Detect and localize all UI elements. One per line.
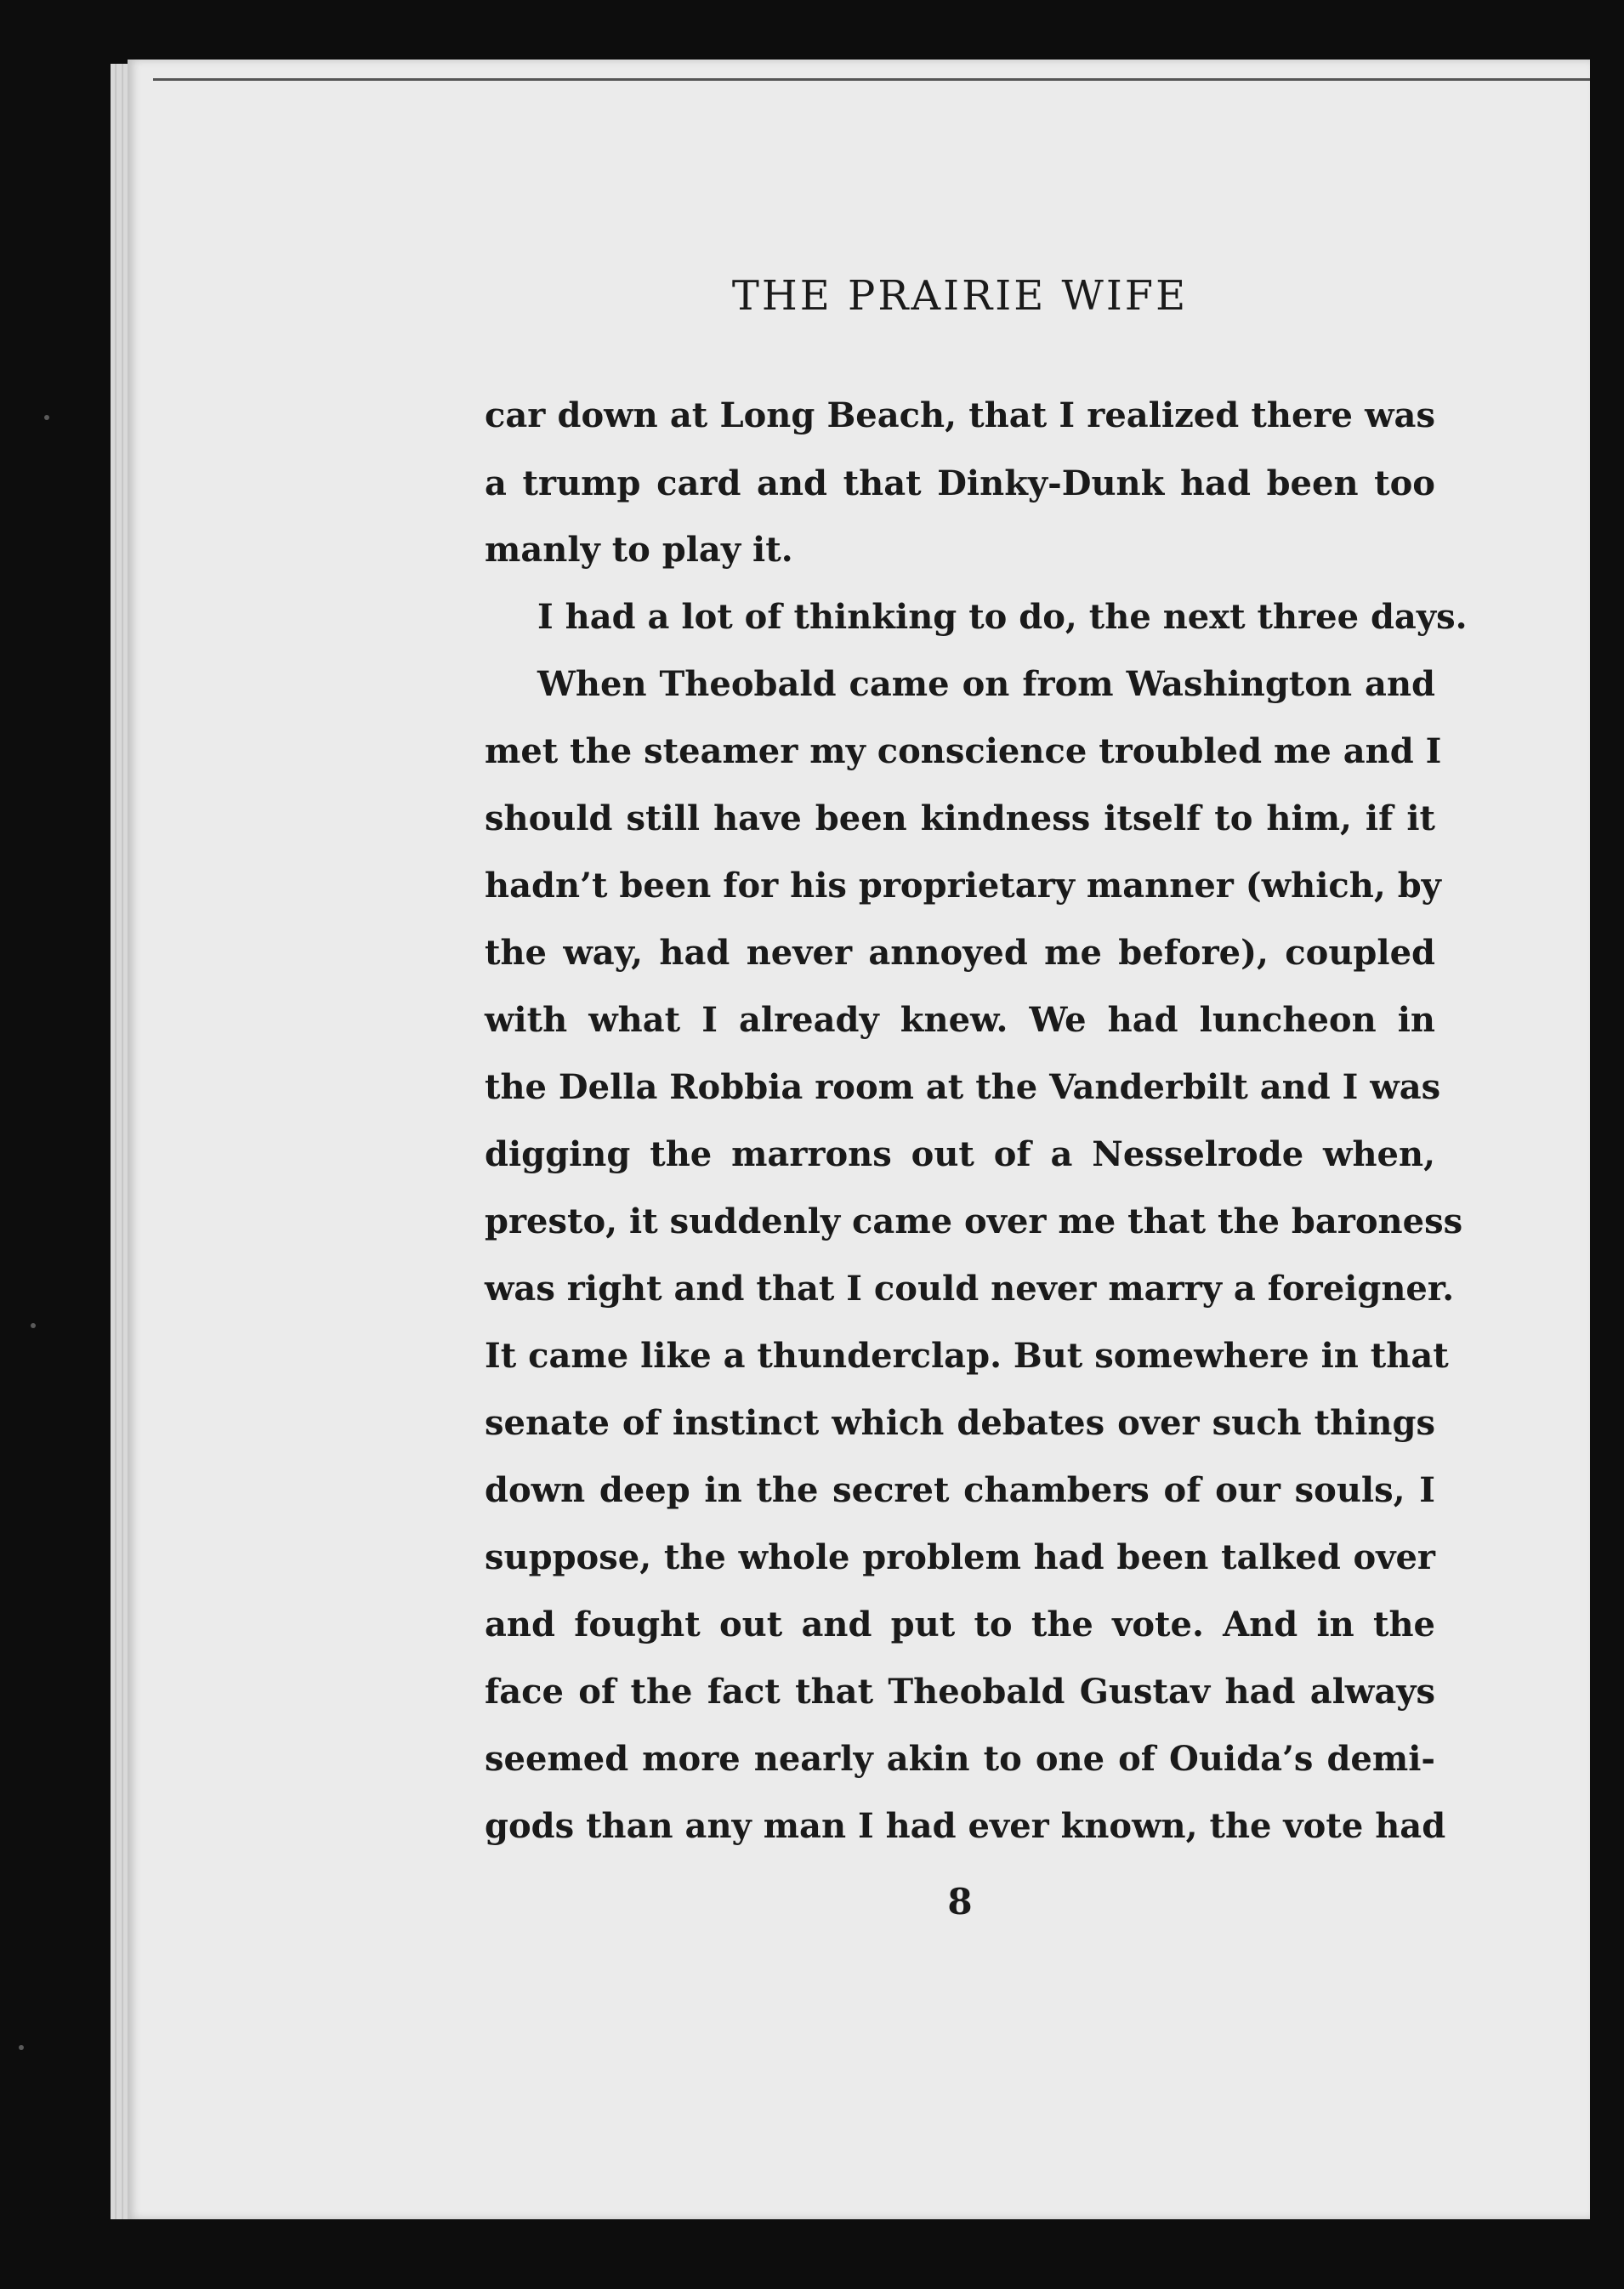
text-line: a trump card and that Dinky-Dunk had been too: [485, 463, 1435, 503]
text-line: and fought out and put to the vote. And in the: [485, 1605, 1435, 1644]
text-line: met the steamer my conscience troubled me and I: [485, 731, 1442, 771]
page-number: 8: [947, 1881, 973, 1923]
text-line: face of the fact that Theobald Gustav had always: [485, 1672, 1435, 1712]
text-line: the way, had never annoyed me before), coupled: [485, 933, 1435, 973]
text-line: presto, it suddenly came over me that the baroness: [485, 1201, 1463, 1241]
text-line: car down at Long Beach, that I realized there was: [485, 395, 1435, 435]
text-line: suppose, the whole problem had been talked over: [485, 1537, 1435, 1577]
text-line: gods than any man I had ever known, the vote had: [485, 1806, 1446, 1846]
text-line: was right and that I could never marry a foreigner.: [485, 1269, 1455, 1309]
text-line: hadn’t been for his proprietary manner (which, by: [485, 866, 1441, 906]
text-line: the Della Robbia room at the Vanderbilt and I was: [485, 1067, 1441, 1107]
running-head: THE PRAIRIE WIFE: [731, 272, 1189, 320]
text-line: should still have been kindness itself to him, if it: [485, 798, 1435, 838]
text-line: I had a lot of thinking to do, the next three days.: [537, 597, 1468, 637]
text-line: with what I already knew. We had luncheon in: [485, 1000, 1435, 1040]
text-line: senate of instinct which debates over such things: [485, 1403, 1435, 1443]
text-line: down deep in the secret chambers of our souls, I: [485, 1470, 1435, 1510]
text-line: digging the marrons out of a Nesselrode when,: [485, 1134, 1435, 1174]
scan-speck: [31, 1323, 36, 1328]
text-line: When Theobald came on from Washington and: [537, 664, 1435, 704]
text-line: manly to play it.: [485, 530, 793, 570]
scan-speck: [19, 2045, 24, 2050]
scan-speck: [44, 415, 49, 420]
text-line: seemed more nearly akin to one of Ouida’s demi-: [485, 1739, 1435, 1779]
page-top-edge: [153, 78, 1590, 81]
text-line: It came like a thunderclap. But somewhere in that: [485, 1336, 1449, 1376]
